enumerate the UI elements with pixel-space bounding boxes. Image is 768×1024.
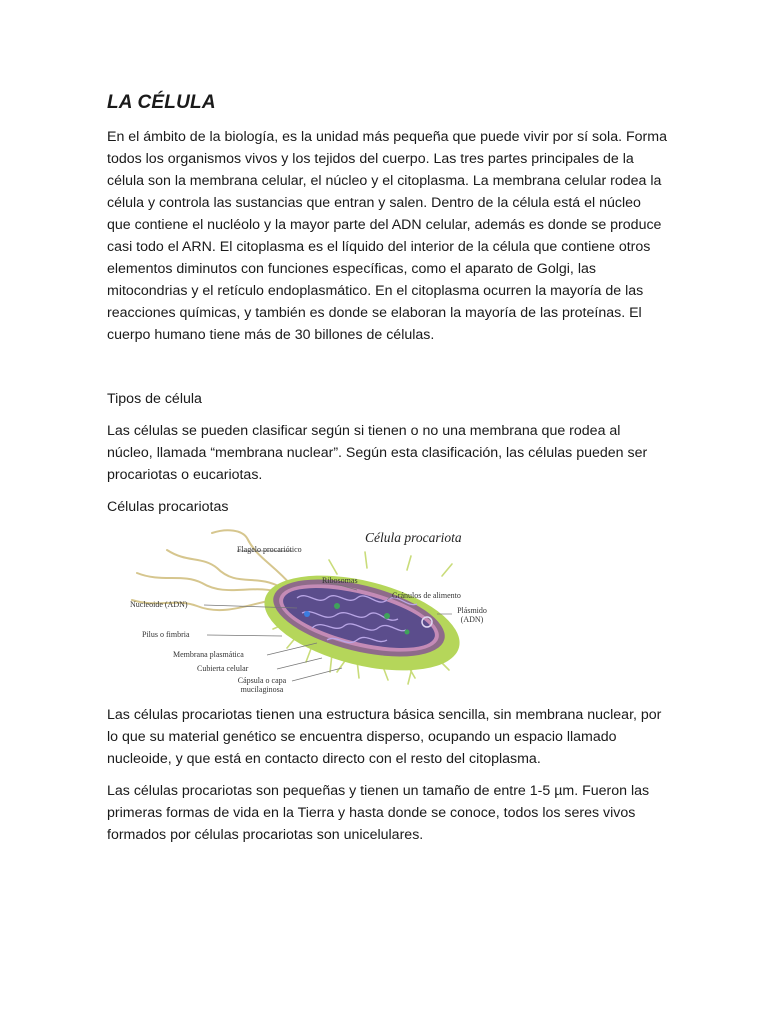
label-pilus: Pilus o fimbria — [142, 630, 190, 639]
prokaryote-paragraph-2: Las células procariotas son pequeñas y tienen un tamaño de entre 1-5 µm. Fueron las primeras formas de vida en la Tierra y hasta donde se conoce, todos los seres vivos formados por células procariotas son unicelulares. — [107, 783, 650, 843]
label-plasmido: Plásmido (ADN) — [457, 606, 487, 624]
label-ribosomas: Ribosomas — [322, 576, 358, 585]
figure-title: Célula procariota — [365, 530, 462, 545]
label-membrana: Membrana plasmática — [173, 650, 244, 659]
prokaryote-paragraph-1: Las células procariotas tienen una estructura básica sencilla, sin membrana nuclear, por lo que su material genético se encuentra disperso, ocupando un espacio llamado nucleoide, y que está en contacto directo con el resto del citoplasma. — [107, 707, 662, 767]
label-flagelo: Flagelo procariótico — [237, 545, 302, 554]
prokaryote-cell-figure — [107, 528, 667, 698]
section-heading-prokaryotes: Células procariotas — [107, 499, 229, 515]
label-capsula: Cápsula o capa mucilaginosa — [237, 676, 287, 694]
prokaryote-cell-illustration — [107, 528, 667, 698]
label-cubierta: Cubierta celular — [197, 664, 249, 673]
label-nucleoide: Nucleoide (ADN) — [130, 600, 188, 609]
document-body — [107, 92, 667, 846]
types-paragraph: Las células se pueden clasificar según si tienen o no una membrana que rodea al núcleo, llamada “membrana nuclear”. Según esta clasificación, las células pueden ser procariotas o eucariotas. — [107, 423, 648, 483]
page-title: LA CÉLULA — [107, 92, 216, 113]
label-granulos: Gránulos de alimento — [392, 591, 461, 600]
section-heading-types: Tipos de célula — [107, 391, 202, 407]
intro-paragraph: En el ámbito de la biología, es la unidad más pequeña que puede vivir por sí sola. Forma todos los organismos vivos y los tejidos del cuerpo. Las tres partes principales de la célula son la membrana celular, el núcleo y el citoplasma. La membrana celular rodea la célula y controla las sustancias que entran y salen. Dentro de la célula está el núcleo que contiene el nucléolo y la mayor parte del ADN celular, además es donde se produce casi todo el ARN. El citoplasma es el líquido del interior de la célula que contiene otros elementos diminutos con funciones específicas, como el aparato de Golgi, las mitocondrias y el retículo endoplasmático. En el citoplasma ocurren la mayoría de las reacciones químicas, y también es donde se elaboran la mayoría de las proteínas. El cuerpo humano tiene más de 30 billones de células. — [107, 129, 667, 343]
